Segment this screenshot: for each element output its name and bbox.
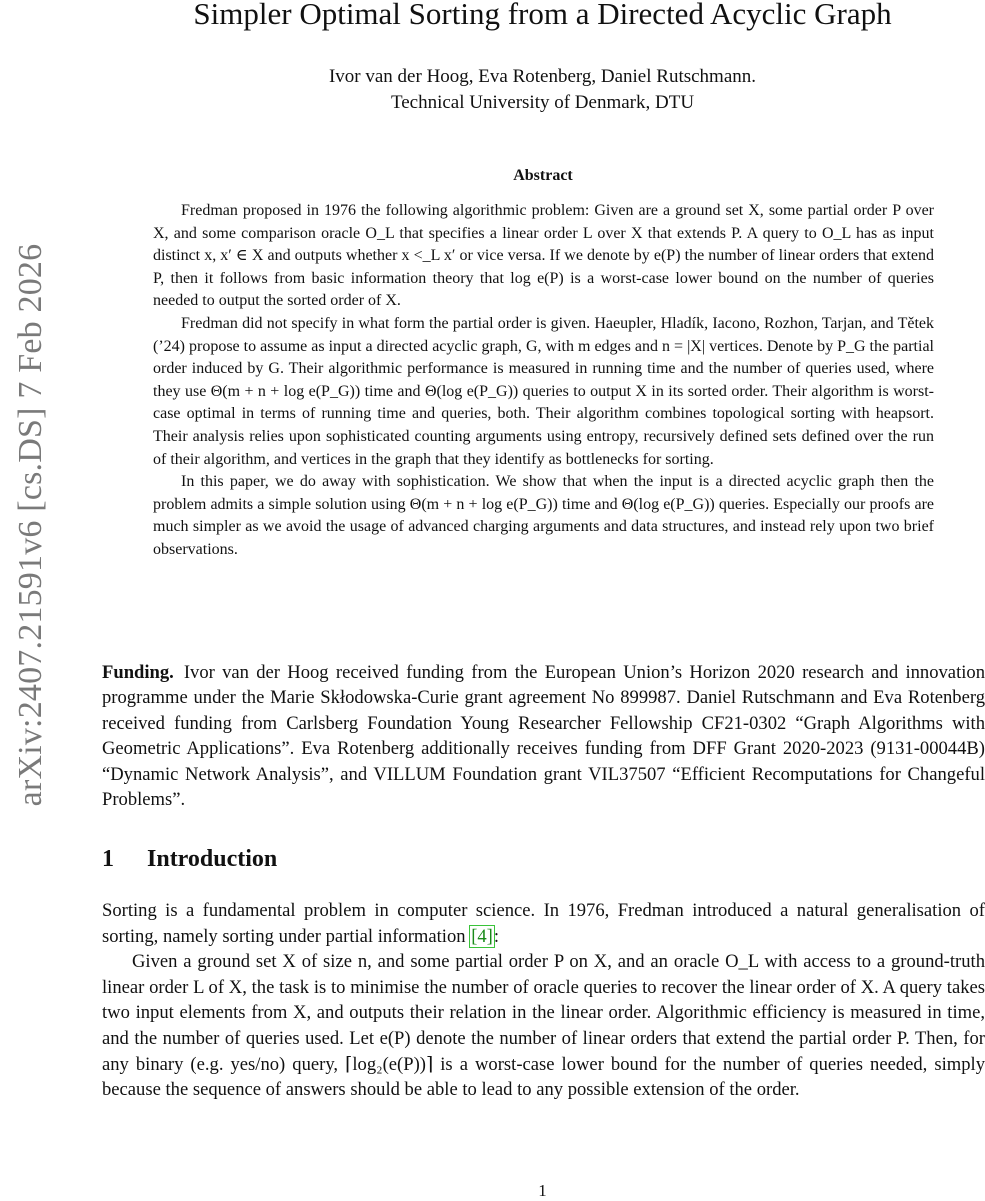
intro-paragraph-1 — [102, 898, 985, 949]
funding-text: Ivor van der Hoog received funding from the European Union’s Horizon 2020 research and innovation programme under the Marie Skłodowska-Curie grant agreement No 899987. Daniel Rutschmann and Eva Rotenberg received funding from Carlsberg Foundation Young Researcher Fellowship CF21-0302 “Graph Algorithms with Geometric Applications”. Eva Rotenberg additionally receives funding from DFF Grant 2020-2023 (9131-00044B) “Dynamic Network Analysis”, and VILLUM Foundation grant VIL37507 “Efficient Recomputations for Changeful Problems”. — [102, 662, 985, 811]
section-number: 1 — [102, 846, 114, 872]
abstract-paragraph-3: In this paper, we do away with sophistication. We show that when the input is a directed acyclic graph then the problem admits a simple solution using Θ(m + n + log e(P_G)) time and Θ(log e(P_G)) queries. Especially our proofs are much simpler as we avoid the usage of advanced charging arguments and data structures, and instead rely upon two brief observations. — [153, 473, 934, 558]
arxiv-sidebar — [0, 0, 62, 860]
citation-link[interactable]: [4] — [471, 925, 493, 947]
funding-label: Funding. — [102, 662, 174, 683]
intro-p1-text: Sorting is a fundamental problem in computer science. In 1976, Fredman introduced a natural generalisation of sorting, namely sorting under partial information — [102, 900, 985, 947]
intro-paragraph-2: Given a ground set X of size n, and some partial order P on X, and an oracle O_L with access to a ground-truth linear order L of X, the task is to minimise the number of oracle queries to recover the linear order of X. A query takes two input elements from X, and outputs their relation in the linear order. Algorithmic efficiency is measured in time, and the number of queries used. Let e(P) denote the number of linear orders that extend the partial order P. Then, for any binary (e.g. yes/no) query, ⌈log₂(e(P))⌉ is a worst-case lower bound for the number of queries needed, simply because the sequence of answers should be able to lead to any possible extension of the order. — [102, 951, 985, 1101]
author-block — [100, 64, 985, 116]
page-number: 1 — [538, 1181, 547, 1200]
funding-paragraph — [102, 660, 985, 812]
section-heading-introduction — [102, 846, 277, 873]
paper-title: Simpler Optimal Sorting from a Directed Acyclic Graph — [193, 0, 892, 31]
abstract-paragraph-2: Fredman did not specify in what form the partial order is given. Haeupler, Hladík, Iacono, Rozhon, Tarjan, and Tětek (’24) propose to assume as input a directed acyclic graph, G, with m edges and n = |X| vertices. Denote by P_G the partial order induced by G. Their algorithmic performance is measured in running time and the number of queries used, where they use Θ(m + n + log e(P_G)) time and Θ(log e(P_G)) queries to output X in its sorted order. Their algorithm is worst-case optimal in terms of running time and queries, both. Their algorithm combines topological sorting with heapsort. Their analysis relies upon sophisticated counting arguments using entropy, recursively defined sets defined over the run of their algorithm, and vertices in the graph that they identify as bottlenecks for sorting. — [153, 314, 934, 468]
abstract-body — [153, 200, 934, 562]
introduction-body — [102, 898, 985, 1103]
affiliation: Technical University of Denmark, DTU — [390, 92, 695, 113]
intro-p1-end: : — [493, 925, 500, 947]
arxiv-identifier: arXiv:2407.21591v6 [cs.DS] 7 Feb 2026 — [12, 243, 49, 807]
abstract-heading: Abstract — [513, 167, 573, 184]
section-title: Introduction — [147, 846, 278, 872]
abstract-paragraph-1: Fredman proposed in 1976 the following algorithmic problem: Given are a ground set X, some partial order P over X, and some comparison oracle O_L that specifies a linear order L over X that extends P. A query to O_L has as input distinct x, x′ ∈ X and outputs whether x <_L x′ or vice versa. If we denote by e(P) the number of linear orders that extend P, then it follows from basic information theory that log e(P) is a worst-case lower bound on the number of queries needed to output the sorted order of X. — [153, 202, 934, 310]
author-list: Ivor van der Hoog, Eva Rotenberg, Daniel Rutschmann. — [328, 66, 757, 87]
